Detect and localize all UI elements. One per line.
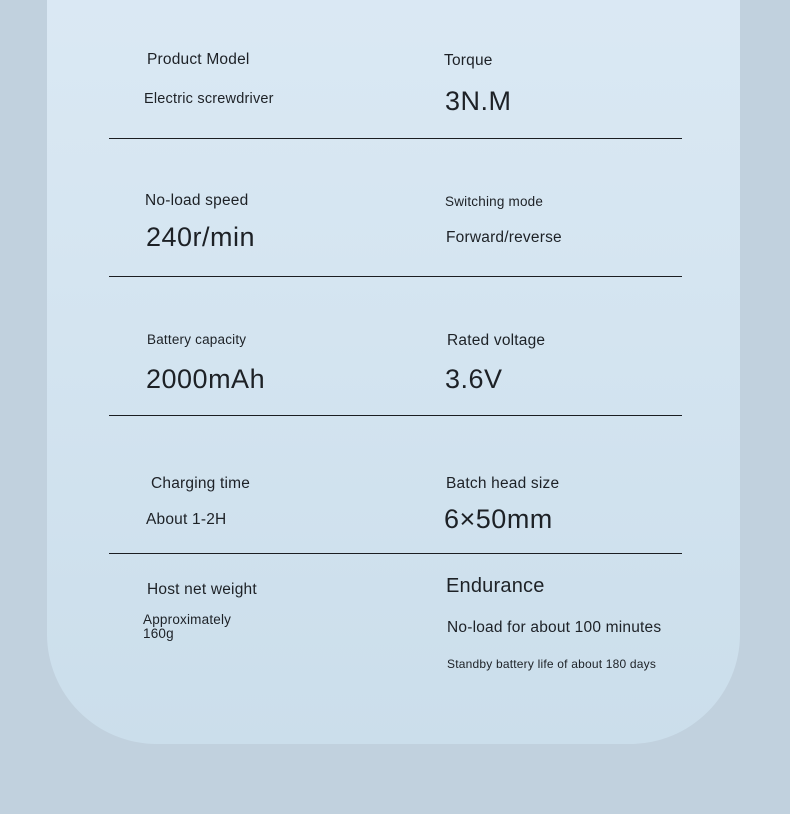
no-load-speed-value: 240r/min [146, 222, 256, 252]
charging-time-label: Charging time [151, 475, 251, 492]
charging-time-value: About 1-2H [146, 511, 227, 528]
divider [109, 415, 682, 416]
switching-mode-label: Switching mode [445, 194, 544, 209]
endurance-label: Endurance [446, 575, 545, 597]
net-weight-value: Approximately 160g [143, 612, 232, 641]
battery-capacity-value: 2000mAh [146, 364, 266, 394]
divider [109, 553, 682, 554]
divider [109, 276, 682, 277]
endurance-note: Standby battery life of about 180 days [447, 657, 657, 671]
rated-voltage-value: 3.6V [445, 364, 503, 394]
no-load-speed-label: No-load speed [145, 192, 249, 209]
product-model-value: Electric screwdriver [144, 91, 274, 107]
torque-value: 3N.M [445, 86, 512, 116]
batch-head-size-value: 6×50mm [444, 504, 553, 534]
torque-label: Torque [444, 52, 493, 69]
endurance-value: No-load for about 100 minutes [447, 619, 662, 636]
batch-head-size-label: Batch head size [446, 475, 560, 492]
net-weight-label: Host net weight [147, 581, 257, 598]
switching-mode-value: Forward/reverse [446, 229, 562, 246]
divider [109, 138, 682, 139]
battery-capacity-label: Battery capacity [147, 332, 247, 347]
product-model-label: Product Model [147, 51, 250, 68]
rated-voltage-label: Rated voltage [447, 332, 546, 349]
